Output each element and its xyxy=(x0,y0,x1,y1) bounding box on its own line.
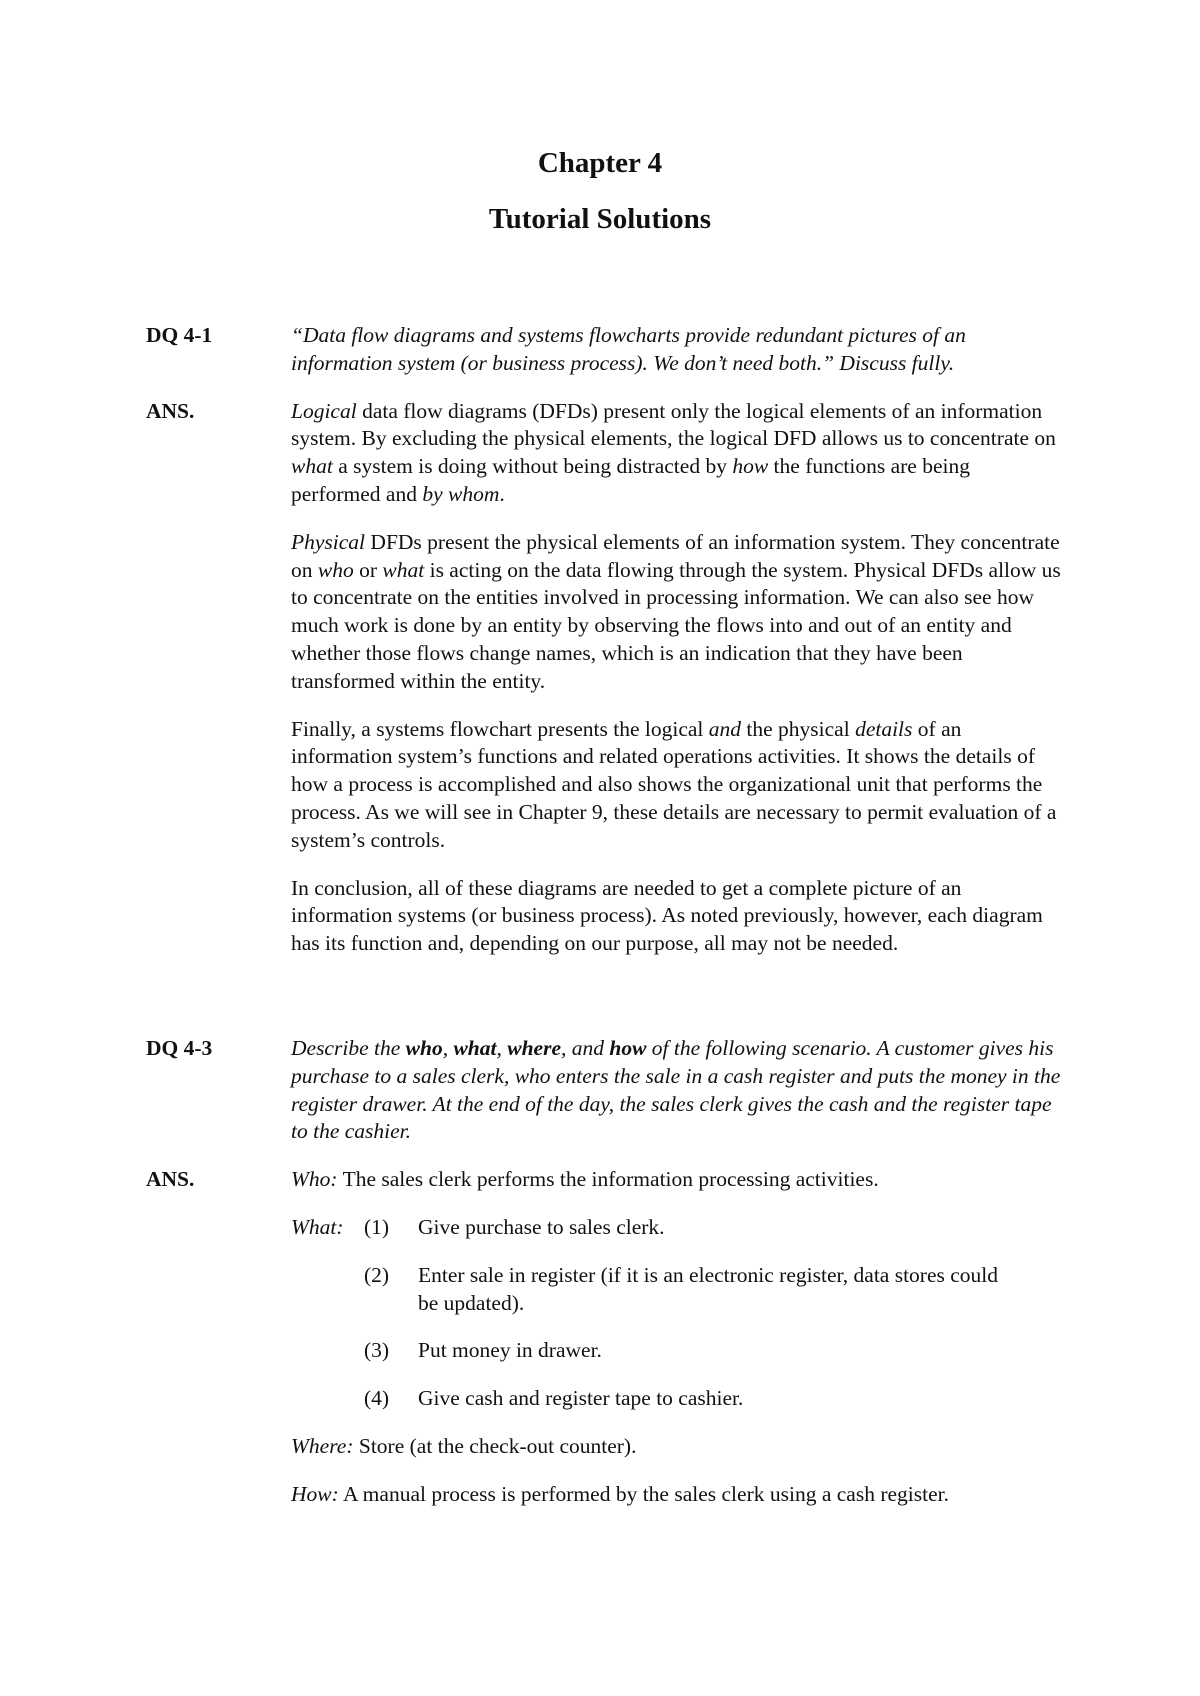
question-dq-4-3 xyxy=(146,1035,1066,1509)
item-number: (1) xyxy=(364,1214,390,1239)
text-run: the functions are being performed and xyxy=(291,454,970,506)
keyword-what: what xyxy=(453,1036,497,1060)
answer-how xyxy=(291,1481,1061,1509)
answer-label: ANS. xyxy=(146,398,195,423)
who-text: The sales clerk performs the information processing activities. xyxy=(337,1167,879,1192)
question-dq-4-1 xyxy=(146,322,1066,958)
emphasis: Logical xyxy=(291,398,357,423)
emphasis: details xyxy=(855,716,913,741)
what-item xyxy=(291,1262,1061,1318)
question-text-italic: “Data flow diagrams and systems flowcharts provide redundant pictures of an information system (or business process). We don’t need both.” Discuss fully. xyxy=(291,323,966,375)
text-run: a system is doing without being distracted by xyxy=(332,454,733,479)
answer-paragraph xyxy=(291,529,1061,696)
question-text xyxy=(291,1035,1061,1146)
question-label: DQ 4-3 xyxy=(146,1036,213,1060)
how-label: How: xyxy=(291,1481,339,1506)
what-item xyxy=(291,1385,1061,1413)
who-label: Who: xyxy=(291,1167,338,1192)
what-label: What: xyxy=(291,1214,344,1239)
text-run: Finally, a systems flowchart presents the logical xyxy=(291,716,709,741)
emphasis: what xyxy=(382,557,425,582)
emphasis: what xyxy=(291,454,333,479)
text-run: , xyxy=(442,1036,454,1060)
text-run: Describe the xyxy=(291,1036,406,1060)
what-item xyxy=(291,1337,1061,1365)
emphasis: and xyxy=(708,716,742,741)
text-run: of an information system’s functions and related operations activities. It shows the details of how a process is accomplished and also shows the organizational unit that performs the process. As we will see in Chapter 9, these details are necessary to permit evaluation of a system’s controls. xyxy=(291,716,1057,852)
text-run: the physical xyxy=(741,716,856,741)
item-number: (2) xyxy=(364,1262,390,1287)
answer-where xyxy=(291,1433,1061,1461)
text-run: or xyxy=(353,557,383,582)
text-run: , and xyxy=(560,1036,610,1060)
item-text: Put money in drawer. xyxy=(418,1338,602,1363)
emphasis: by whom xyxy=(422,481,500,506)
answer-paragraph: In conclusion, all of these diagrams are needed to get a complete picture of an information systems (or business process). As noted previously, however, each diagram has its function and, depending on our purpose, all may not be needed. xyxy=(291,875,1043,956)
text-run: , xyxy=(496,1036,508,1060)
item-number: (4) xyxy=(364,1386,390,1411)
emphasis: who xyxy=(317,557,354,582)
answer-label: ANS. xyxy=(146,1167,195,1192)
keyword-who: who xyxy=(405,1036,443,1060)
text-run: of the following scenario. A customer gives his purchase to a sales clerk, who enters the sale in a cash register and puts the money in the register drawer. At the end of the day, the sales clerk gives the cash and the register tape to the cashier. xyxy=(291,1036,1061,1144)
page-subtitle: Tutorial Solutions xyxy=(488,203,712,235)
answer-body xyxy=(291,1166,1061,1508)
chapter-title: Chapter 4 xyxy=(537,147,663,179)
question-label: DQ 4-1 xyxy=(146,323,213,347)
question-text xyxy=(291,322,1061,378)
text-run: data flow diagrams (DFDs) present only the logical elements of an information system. By excluding the physical elements, the logical DFD allows us to concentrate on xyxy=(291,398,1056,451)
text-run: is acting on the data flowing through the system. Physical DFDs allow us to concentrate on the entities involved in processing information. We can also see how much work is done by an entity by observing the flows into and out of an entity and whether those flows change names, which is an indication that they have been transformed within the entity. xyxy=(291,557,1061,693)
answer-body xyxy=(291,398,1061,958)
answer-who xyxy=(291,1166,1061,1194)
text-run: DFDs present the physical elements of an information system. They concentrate on xyxy=(291,529,1060,582)
item-number: (3) xyxy=(364,1338,390,1363)
keyword-how: how xyxy=(609,1036,647,1060)
item-text: Enter sale in register (if it is an electronic register, data stores could be updated). xyxy=(418,1262,999,1315)
keyword-where: where xyxy=(507,1036,561,1060)
emphasis: Physical xyxy=(291,529,366,554)
where-text: Store (at the check-out counter). xyxy=(353,1433,637,1458)
answer-paragraph xyxy=(291,716,1061,855)
answer-paragraph xyxy=(291,398,1061,509)
where-label: Where: xyxy=(291,1433,354,1458)
text-run: . xyxy=(499,481,505,506)
item-text: Give cash and register tape to cashier. xyxy=(418,1386,744,1411)
item-text: Give purchase to sales clerk. xyxy=(418,1214,665,1239)
emphasis: how xyxy=(732,454,769,479)
what-item xyxy=(291,1214,1061,1242)
how-text: A manual process is performed by the sales clerk using a cash register. xyxy=(338,1481,949,1506)
